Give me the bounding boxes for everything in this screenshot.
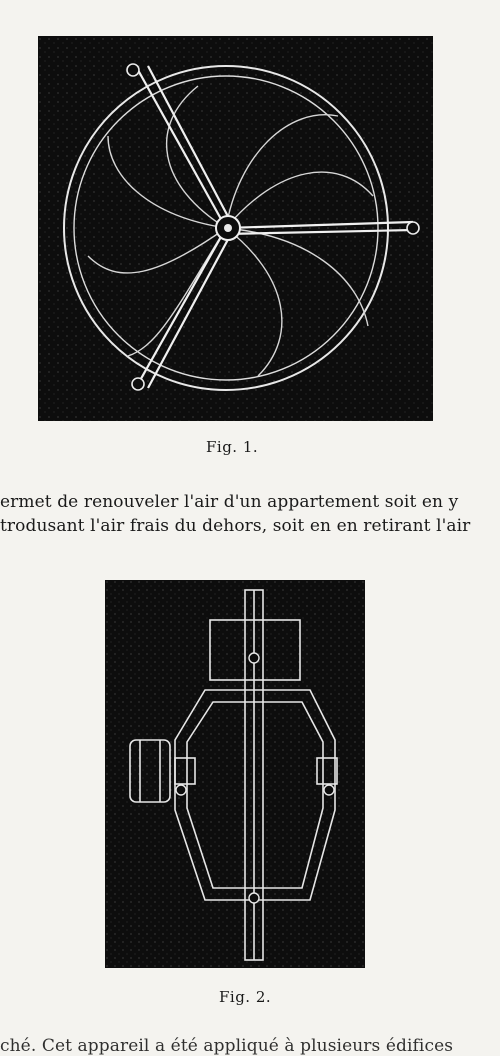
- body-text-line-2: trodusant l'air frais du dehors, soit en en retirant l'air: [0, 516, 471, 536]
- figure-2-engraving: [105, 580, 365, 968]
- body-text-line-3: ché. Cet appareil a été appliqué à plusieurs édifices: [0, 1036, 454, 1056]
- figure-1-caption: Fig. 1.: [206, 438, 259, 456]
- body-text-line-1: ermet de renouveler l'air d'un appartement soit en y: [0, 492, 459, 512]
- figure-2-caption: Fig. 2.: [219, 988, 272, 1006]
- figure-1-engraving: [38, 36, 433, 421]
- fan-wheel-illustration: [38, 36, 433, 421]
- fan-section-illustration: [105, 580, 365, 968]
